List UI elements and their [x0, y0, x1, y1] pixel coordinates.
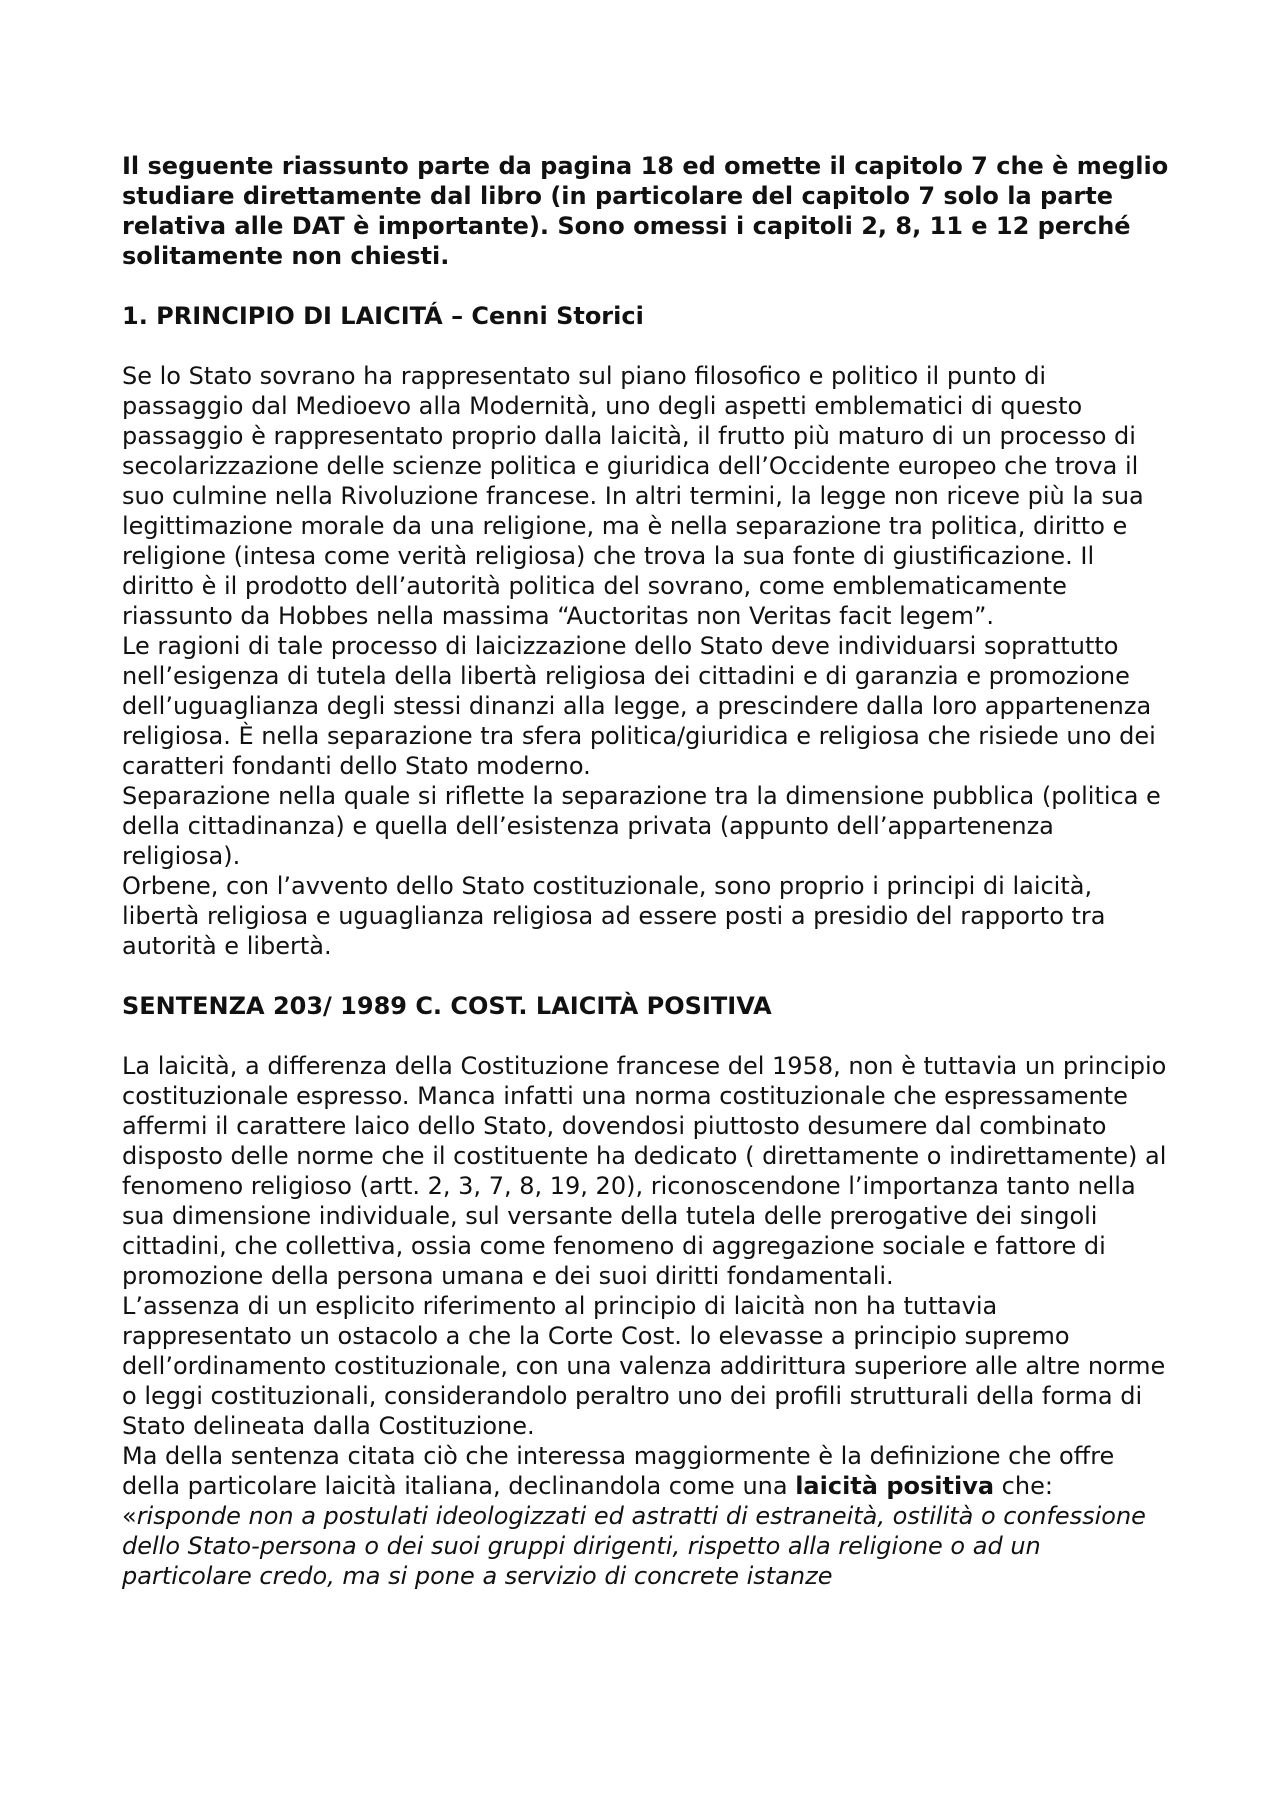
section-1-heading: 1. PRINCIPIO DI LAICITÁ – Cenni Storici	[122, 302, 644, 330]
section-1-paragraph: Se lo Stato sovrano ha rappresentato sul piano filosofico e politico il punto di passaggio dal Medioevo alla Modernità, uno degli aspetti emblematici di questo passaggio è rappresentato proprio dalla laicità, il frutto più maturo di un processo di secolarizzazione delle scienze politica e giuridica dell’Occidente europeo che trova il suo culmine nella Rivoluzione francese. In altri termini, la legge non riceve più la sua legittimazione morale da una religione, ma è nella separazione tra politica, diritto e religione (intesa come verità religiosa) che trova la sua fonte di giustificazione. Il diritto è il prodotto dell’autorità politica del sovrano, come emblematicamente riassunto da Hobbes nella massima “Auctoritas non Veritas facit legem”.	[122, 362, 1144, 630]
quote-lead-text: Ma della sentenza citata ciò che interessa maggiormente è la definizione che offre della particolare laicità italiana, declinandola come una	[122, 1442, 1115, 1500]
spacer	[122, 271, 1172, 301]
quote-mid-text: che: «	[122, 1472, 1053, 1530]
section-2-paragraph-quote	[122, 1441, 1172, 1591]
section-1-paragraph: Le ragioni di tale processo di laicizzazione dello Stato deve individuarsi soprattutto nell’esigenza di tutela della libertà religiosa dei cittadini e di garanzia e promozione dell’uguaglianza degli stessi dinanzi alla legge, a prescindere dalla loro appartenenza religiosa. È nella separazione tra sfera politica/giuridica e religiosa che risiede uno dei caratteri fondanti dello Stato moderno.	[122, 632, 1156, 780]
section-1-paragraph: Orbene, con l’avvento dello Stato costituzionale, sono proprio i principi di laicità, libertà religiosa e uguaglianza religiosa ad essere posti a presidio del rapporto tra autorità e libertà.	[122, 872, 1106, 960]
spacer	[122, 331, 1172, 361]
section-2-heading: SENTENZA 203/ 1989 C. COST. LAICITÀ POSITIVA	[122, 992, 772, 1020]
court-quote: risponde non a postulati ideologizzati ed astratti di estraneità, ostilità o confessione dello Stato-persona o dei suoi gruppi dirigenti, rispetto alla religione o ad un particolare credo, ma si pone a servizio di concrete istanze	[122, 1502, 1146, 1590]
spacer	[122, 1021, 1172, 1051]
laicita-positiva-term: laicità positiva	[795, 1472, 995, 1500]
section-1-paragraph: Separazione nella quale si riflette la separazione tra la dimensione pubblica (politica e della cittadinanza) e quella dell’esistenza privata (appunto dell’appartenenza religiosa).	[122, 782, 1161, 870]
section-2-paragraph: La laicità, a differenza della Costituzione francese del 1958, non è tuttavia un principio costituzionale espresso. Manca infatti una norma costituzionale che espressamente affermi il carattere laico dello Stato, dovendosi piuttosto desumere dal combinato disposto delle norme che il costituente ha dedicato ( direttamente o indirettamente) al fenomeno religioso (artt. 2, 3, 7, 8, 19, 20), riconoscendone l’importanza tanto nella sua dimensione individuale, sul versante della tutela delle prerogative dei singoli cittadini, che collettiva, ossia come fenomeno di aggregazione sociale e fattore di promozione della persona umana e dei suoi diritti fondamentali.	[122, 1052, 1167, 1290]
section-2-paragraph: L’assenza di un esplicito riferimento al principio di laicità non ha tuttavia rappresentato un ostacolo a che la Corte Cost. lo elevasse a principio supremo dell’ordinamento costituzionale, con una valenza addirittura superiore alle altre norme o leggi costituzionali, considerandolo peraltro uno dei profili strutturali della forma di Stato delineata dalla Costituzione.	[122, 1292, 1166, 1440]
document-page	[122, 151, 1172, 1591]
spacer	[122, 961, 1172, 991]
intro-note: Il seguente riassunto parte da pagina 18 ed omette il capitolo 7 che è meglio studiare direttamente dal libro (in particolare del capitolo 7 solo la parte relativa alle DAT è importante). Sono omessi i capitoli 2, 8, 11 e 12 perché solitamente non chiesti.	[122, 152, 1169, 270]
